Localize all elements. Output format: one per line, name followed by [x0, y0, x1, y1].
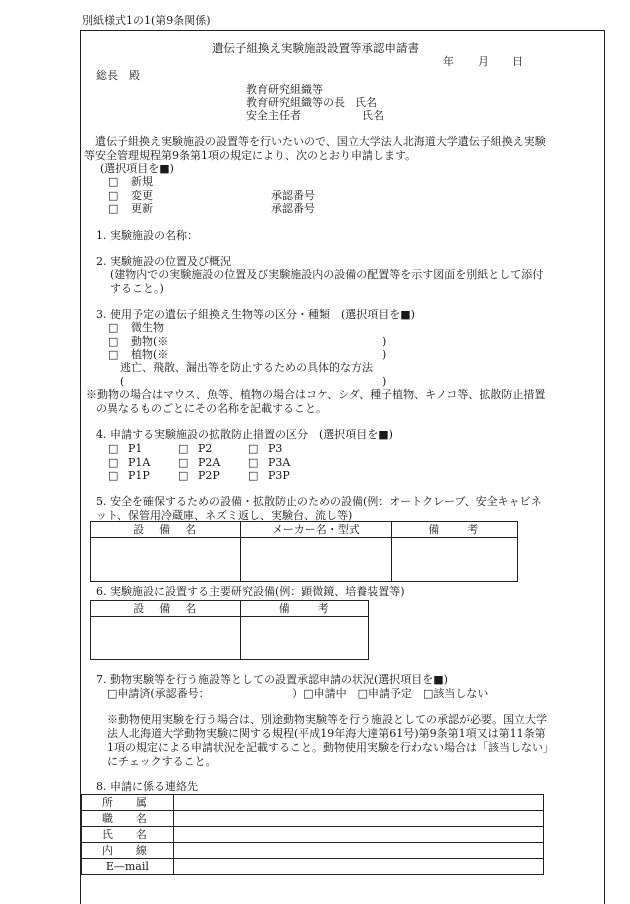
p3-label: P3: [268, 442, 283, 455]
p1p-checkbox[interactable]: □: [108, 469, 119, 482]
col-equipment-name: 設 備 名: [91, 522, 241, 538]
col-maker-model: メーカー名・型式: [241, 522, 391, 538]
escape-method-label: 逃亡、飛散、漏出等を防止するための具体的な方法: [120, 361, 373, 374]
p2a-checkbox[interactable]: □: [178, 456, 189, 469]
contact-name-input[interactable]: [173, 827, 543, 843]
date-day: 日: [512, 55, 523, 68]
p1p-label: P1P: [128, 469, 150, 482]
safety-equipment-table: [90, 521, 518, 582]
p2p-label: P2P: [198, 469, 220, 482]
addressee: 総長 殿: [96, 69, 140, 82]
section-2-note: (建物内での実験施設の位置及び実験施設内の設備の配置等を示す図面を別紙として添付すること。): [110, 268, 544, 295]
organism-animal-close: ): [382, 335, 387, 348]
animal-facility-options[interactable]: □申請済(承認番号： ）□申請中 □申請予定 □該当しない: [107, 687, 489, 700]
date-year: 年: [443, 55, 454, 68]
equipment-name-cell[interactable]: [91, 538, 241, 582]
escape-method-open: (: [120, 375, 125, 388]
contact-email-input[interactable]: [173, 859, 543, 875]
remarks-cell[interactable]: [391, 538, 518, 582]
contact-extension-label: 内 線: [82, 843, 174, 859]
applicant-org: 教育研究組織等: [246, 83, 323, 96]
applicant-head-name: 氏名: [355, 96, 377, 109]
type-renew-checkbox[interactable]: □: [108, 202, 119, 215]
applicant-head: 教育研究組織等の長: [246, 96, 345, 109]
p2-label: P2: [198, 442, 213, 455]
applicant-safety-name: 氏名: [362, 109, 384, 122]
contact-table: [81, 794, 544, 875]
p2-checkbox[interactable]: □: [178, 442, 189, 455]
contact-name-label: 氏 名: [82, 827, 174, 843]
contact-affiliation-input[interactable]: [173, 795, 543, 811]
applicant-safety: 安全主任者: [246, 109, 301, 122]
section-4-label: 4. 申請する実験施設の拡散防止措置の区分 (選択項目を■): [96, 428, 393, 441]
contact-extension-input[interactable]: [173, 843, 543, 859]
contact-affiliation-label: 所 属: [82, 795, 174, 811]
col-research-remarks: 備 考: [241, 601, 369, 617]
type-new-label: 新規: [131, 175, 153, 188]
organism-animal-label: 動物(※: [131, 335, 169, 348]
section-5-label: 5. 安全を確保するための設備・拡散防止のための設備(例：オートクレーブ、安全キャビネット、保管用冷蔵庫、ネズミ返し、実験台、流し等): [96, 495, 542, 522]
organism-plant-label: 植物(※: [131, 348, 169, 361]
maker-model-cell[interactable]: [241, 538, 391, 582]
organism-plant-close: ): [382, 348, 387, 361]
organism-plant-checkbox[interactable]: □: [108, 348, 119, 361]
section-2-label: 2. 実験施設の位置及び概況: [96, 255, 231, 268]
organism-micro-checkbox[interactable]: □: [108, 321, 119, 334]
date-month: 月: [478, 55, 489, 68]
p3p-label: P3P: [268, 469, 290, 482]
section-8-label: 8. 申請に係る連絡先: [96, 780, 198, 793]
p2a-label: P2A: [198, 456, 221, 469]
research-remarks-cell[interactable]: [241, 617, 369, 660]
p3a-label: P3A: [268, 456, 291, 469]
escape-method-close: ): [382, 375, 387, 388]
p1-checkbox[interactable]: □: [108, 442, 119, 455]
section-7-label: 7. 動物実験等を行う施設等としての設置承認申請の状況(選択項目を■): [96, 673, 448, 686]
research-equipment-table: [90, 600, 369, 660]
col-remarks: 備 考: [391, 522, 518, 538]
p1-label: P1: [128, 442, 143, 455]
contact-email-label: E—mail: [82, 859, 174, 875]
type-change-checkbox[interactable]: □: [108, 189, 119, 202]
organism-animal-checkbox[interactable]: □: [108, 335, 119, 348]
type-change-label: 変更: [131, 189, 153, 202]
p3p-checkbox[interactable]: □: [248, 469, 259, 482]
p3a-checkbox[interactable]: □: [248, 456, 259, 469]
p2p-checkbox[interactable]: □: [178, 469, 189, 482]
organism-micro-label: 微生物: [131, 321, 164, 334]
select-note: (選択項目を■): [100, 162, 174, 175]
contact-title-input[interactable]: [173, 811, 543, 827]
type-change-approval: 承認番号: [271, 189, 315, 202]
page-title: 遺伝子組換え実験施設設置等承認申請書: [212, 41, 419, 55]
intro-paragraph: 遺伝子組換え実験施設の設置等を行いたいので、国立大学法人北海道大学遺伝子組換え実験等安全管理規程第9条第1項の規定により、次のとおり申請します。: [84, 135, 546, 162]
section-6-label: 6. 実験施設に設置する主要研究設備(例：顕微鏡、培養装置等): [96, 585, 405, 598]
form-id: 別紙様式1の1(第9条関係): [82, 14, 211, 27]
section-7-note: ※動物使用実験を行う場合は、別途動物実験等を行う施設としての承認が必要。国立大学法人北海道大学動物実験に関する規程(平成19年海大達第61号)第9条第1項又は第11条第1項の規定による申請状況を記載すること。動物使用実験を行わない場合は「該当しない」にチェックすること。: [107, 713, 549, 768]
section-3-note: ※動物の場合はマウス、魚等、植物の場合はコケ、シダ、種子植物、キノコ等、拡散防止措置の異なるものごとにその名称を記載すること。: [86, 388, 546, 415]
p3-checkbox[interactable]: □: [248, 442, 259, 455]
col-research-equipment-name: 設 備 名: [91, 601, 241, 617]
research-equipment-cell[interactable]: [91, 617, 241, 660]
type-new-checkbox[interactable]: □: [108, 175, 119, 188]
contact-title-label: 職 名: [82, 811, 174, 827]
p1a-label: P1A: [128, 456, 151, 469]
p1a-checkbox[interactable]: □: [108, 456, 119, 469]
type-renew-approval: 承認番号: [271, 202, 315, 215]
type-renew-label: 更新: [131, 202, 153, 215]
section-3-label: 3. 使用予定の遺伝子組換え生物等の区分・種類 (選択項目を■): [96, 308, 415, 321]
section-1-label: 1. 実験施設の名称：: [96, 229, 198, 242]
